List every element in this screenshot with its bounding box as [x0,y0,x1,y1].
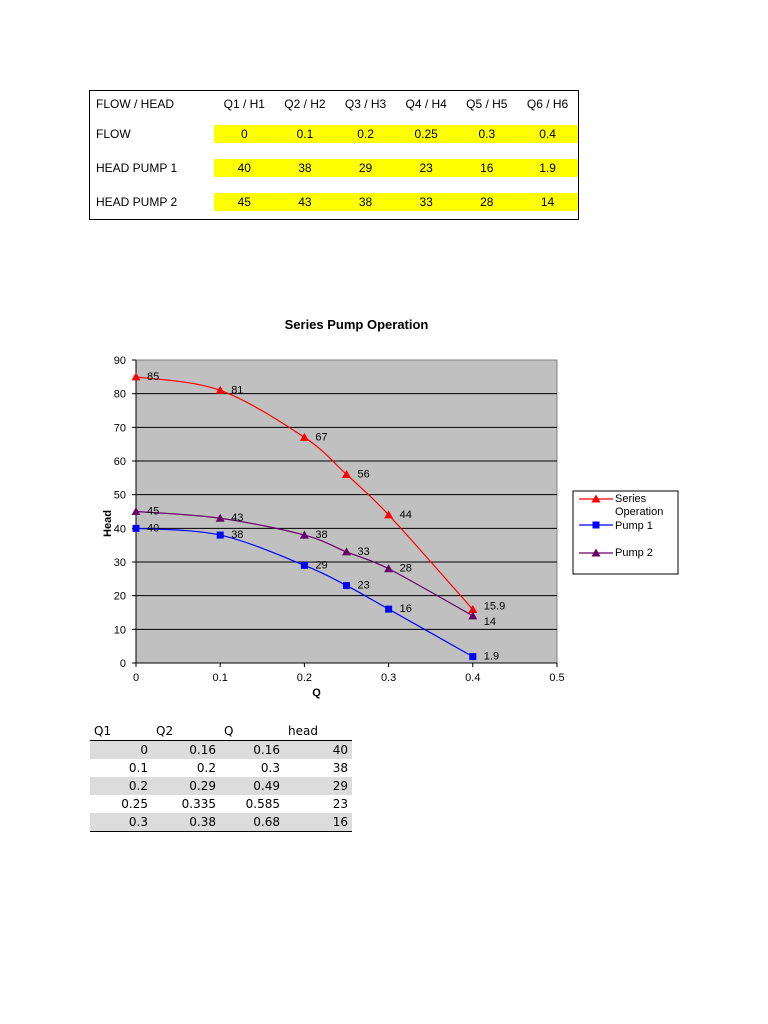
value-cell: 16 [457,159,518,177]
table-row-flow [90,117,579,151]
table-cell: 0.38 [152,813,220,832]
value-cell: 43 [275,193,336,211]
x-tick-label: 0.4 [465,672,481,684]
value-cell: 0.1 [275,125,336,143]
value-cell: 38 [335,193,396,211]
header-cell: Q2 [152,722,220,741]
y-tick-label: 40 [113,523,126,536]
legend-marker [593,522,600,529]
table-cell: 0.335 [181,797,216,811]
value-cell: 0.2 [335,125,396,143]
table-row [90,795,352,813]
table-cell: 0.3 [90,813,152,832]
table-cell: 0.3 [260,761,280,775]
data-label: 85 [147,370,160,383]
table-cell: 0 [90,741,152,760]
table-cell: 0.585 [245,797,280,811]
data-label: 38 [231,529,244,542]
data-label: 43 [231,512,244,525]
header-cell: FLOW / HEAD [96,97,175,111]
value-cell: 1.9 [517,159,578,177]
table-cell: 29 [284,777,352,795]
x-axis-label: Q [312,687,321,699]
value-cell: 0.3 [457,125,518,143]
table-cell: 38 [332,761,348,775]
legend-label: Pump 1 [615,520,653,532]
table-row [90,759,352,777]
x-tick-label: 0.3 [380,672,397,684]
data-point [217,532,224,539]
header-cell: head [284,722,352,741]
table-cell: 0.25 [121,797,148,811]
table-row [90,813,352,832]
row-label: HEAD PUMP 1 [96,161,178,175]
value-cell: 23 [396,159,457,177]
data-point [301,562,308,569]
data-label: 14 [483,615,497,628]
header-cell: Q1 [90,722,152,741]
header-cell: Q1 / H1 [223,97,265,111]
table-cell: 0.29 [152,777,220,795]
header-cell: Q4 / H4 [405,97,447,111]
table-row-head-pump-2 [90,185,579,220]
value-cell: 33 [396,193,457,211]
header-cell: Q5 / H5 [466,97,508,111]
value-cell: 0 [214,125,275,143]
header-cell: Q2 / H2 [284,97,326,111]
value-cell: 40 [214,159,275,177]
data-point [133,525,140,532]
chart-title: Series Pump Operation [284,317,429,332]
flow-head-header-row [90,91,579,118]
table-cell: 0.16 [220,741,284,760]
y-tick-label: 30 [113,557,126,569]
flow-head-table [89,90,579,220]
data-label: 16 [399,603,412,616]
data-label: 56 [357,468,370,481]
table-cell: 40 [284,741,352,760]
table-cell: 0.1 [128,761,148,775]
value-cell: 38 [275,159,336,177]
y-tick-label: 20 [113,590,126,603]
table-row [90,741,352,760]
data-label: 23 [357,579,370,592]
legend-label: Series Operation [615,493,664,518]
data-label: 28 [399,562,412,575]
x-tick-label: 0.5 [549,672,565,684]
series-pump-chart [0,300,768,710]
header-cell: Q [220,722,284,741]
table-cell: 23 [332,797,348,811]
data-label: 45 [147,505,160,518]
y-tick-label: 10 [113,624,126,637]
y-axis-label: Head [102,510,114,537]
y-tick-label: 90 [113,355,126,367]
series-flow-table [90,722,352,832]
y-tick-label: 50 [113,489,126,502]
data-label: 1.9 [483,650,500,663]
y-tick-label: 0 [119,658,126,670]
value-cell: 14 [517,193,578,211]
table-cell: 0.49 [220,777,284,795]
data-point [343,582,350,589]
table-row-head-pump-1 [90,151,579,185]
data-label: 15.9 [483,600,506,613]
value-cell: 45 [214,193,275,211]
data-label: 38 [315,529,328,542]
table-row [90,777,352,795]
y-tick-label: 70 [113,422,126,435]
table-cell: 0.16 [152,741,220,760]
x-tick-label: 0 [132,672,140,684]
table-cell: 0.68 [220,813,284,832]
data-label: 33 [357,545,370,558]
row-label: FLOW [96,127,131,141]
data-label: 44 [399,508,412,521]
table-cell: 0.2 [90,777,152,795]
x-tick-label: 0.2 [296,672,313,684]
row-label: HEAD PUMP 2 [96,195,178,209]
header-cell: Q6 / H6 [526,97,569,111]
data-label: 40 [147,522,160,535]
value-cell: 0.25 [396,125,457,143]
data-label: 29 [315,559,328,572]
value-cell: 29 [335,159,396,177]
y-tick-label: 60 [113,456,126,468]
series-flow-header-row [90,722,352,741]
header-cell: Q3 / H3 [344,97,387,111]
table-cell: 16 [284,813,352,832]
y-tick-label: 80 [113,388,126,401]
value-cell: 0.4 [517,125,578,143]
legend-label: Pump 2 [615,547,653,559]
data-label: 67 [315,431,328,444]
data-label: 81 [231,384,244,397]
x-tick-label: 0.1 [212,672,228,684]
data-point [469,653,476,660]
value-cell: 28 [457,193,518,211]
data-point [385,606,392,613]
table-cell: 0.2 [196,761,216,775]
